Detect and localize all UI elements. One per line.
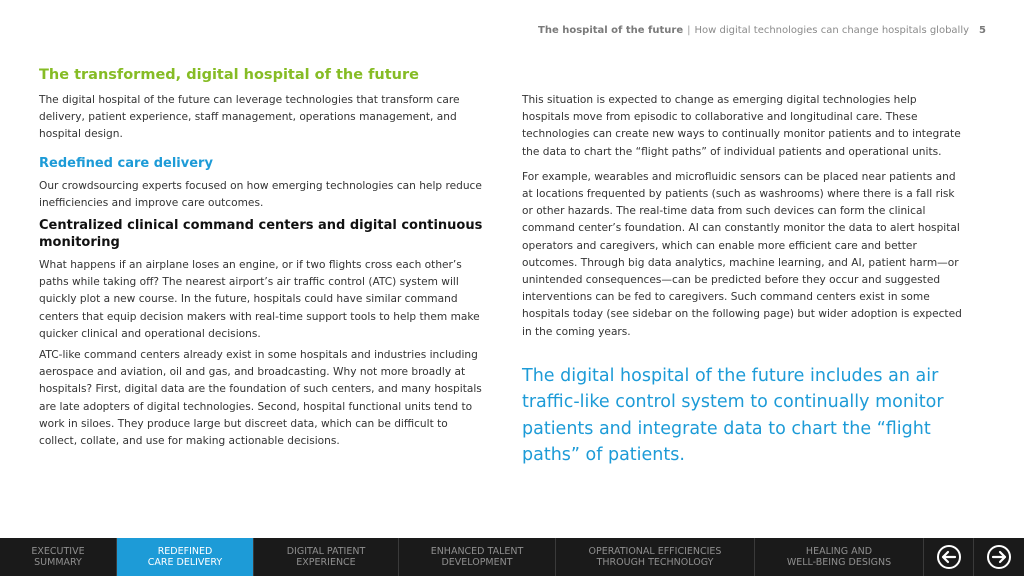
doc-title: The hospital of the future <box>538 25 684 36</box>
page-header <box>538 25 986 36</box>
header-separator: | <box>687 25 691 36</box>
nav-redefined-care-delivery[interactable]: REDEFINED CARE DELIVERY <box>117 538 254 576</box>
page-number: 5 <box>979 25 986 36</box>
bottom-navigation <box>0 538 1024 576</box>
arrow-right-circle-icon <box>986 544 1012 570</box>
doc-subtitle: How digital technologies can change hospitals globally <box>694 25 970 36</box>
intro-paragraph: The digital hospital of the future can leverage technologies that transform care delivery, patient experience, staff management, operations management, and hospital design. <box>39 94 460 141</box>
nav-executive-summary[interactable]: EXECUTIVE SUMMARY <box>0 538 117 576</box>
body-paragraph-1: What happens if an airplane loses an engine, or if two flights cross each other’s paths while taking off? The nearest airport’s air traffic control (ATC) system will quickly plot a new course. In the future, hospitals could have similar command centers that equip decision makers with real-time support tools to help them make quicker clinical and operational decisions. <box>39 259 480 340</box>
body-paragraph-2: ATC-like command centers already exist in some hospitals and industries including aerospace and aviation, oil and gas, and broadcasting. Why not more broadly at hospitals? First, digital data are the foundation of such centers, and many hospitals are late adopters of digital technologies. Second, hospital functional units tend to work in siloes. They produce large but discreet data, which can be difficult to collect, collate, and use for making actionable decisions. <box>39 349 482 448</box>
subsection-heading: Centralized clinical command centers and digital continuous monitoring <box>39 218 483 251</box>
nav-enhanced-talent-development[interactable]: ENHANCED TALENT DEVELOPMENT <box>399 538 556 576</box>
page-title: The transformed, digital hospital of the future <box>39 67 419 83</box>
next-page-button[interactable] <box>974 538 1024 576</box>
left-column <box>39 66 489 454</box>
nav-operational-efficiencies[interactable]: OPERATIONAL EFFICIENCIES THROUGH TECHNOLOGY <box>556 538 755 576</box>
prev-page-button[interactable] <box>924 538 974 576</box>
body-paragraph-3: This situation is expected to change as emerging digital technologies help hospitals move from episodic to collaborative and longitudinal care. These technologies can create new ways to continually monitor patients and to integrate the data to chart the “flight paths” of individual patients and operational units. <box>522 94 961 158</box>
body-paragraph-4: For example, wearables and microfluidic sensors can be placed near patients and at locations frequented by patients (such as washrooms) where there is a fall risk or other hazards. The real-time data from such devices can form the clinical command center’s foundation. AI can constantly monitor the data to alert hospital operators and caregivers, which can enable more efficient care and better outcomes. Through big data analytics, machine learning, and AI, patient harm—or unintended consequences—can be predicted before they occur and suggested interventions can be fed to caregivers. Such command centers exist in some hospitals today (see sidebar on the following page) but wider adoption is expected in the coming years. <box>522 170 962 338</box>
section-heading: Redefined care delivery <box>39 155 213 171</box>
nav-healing-wellbeing-designs[interactable]: HEALING AND WELL-BEING DESIGNS <box>755 538 924 576</box>
right-column <box>522 92 967 469</box>
nav-digital-patient-experience[interactable]: DIGITAL PATIENT EXPERIENCE <box>254 538 399 576</box>
pull-quote: The digital hospital of the future includes an air traffic-like control system to continually monitor patients and integrate data to chart the “flight paths” of patients. <box>522 365 944 466</box>
section-intro: Our crowdsourcing experts focused on how emerging technologies can help reduce inefficiencies and improve care outcomes. <box>39 179 482 209</box>
arrow-left-circle-icon <box>936 544 962 570</box>
